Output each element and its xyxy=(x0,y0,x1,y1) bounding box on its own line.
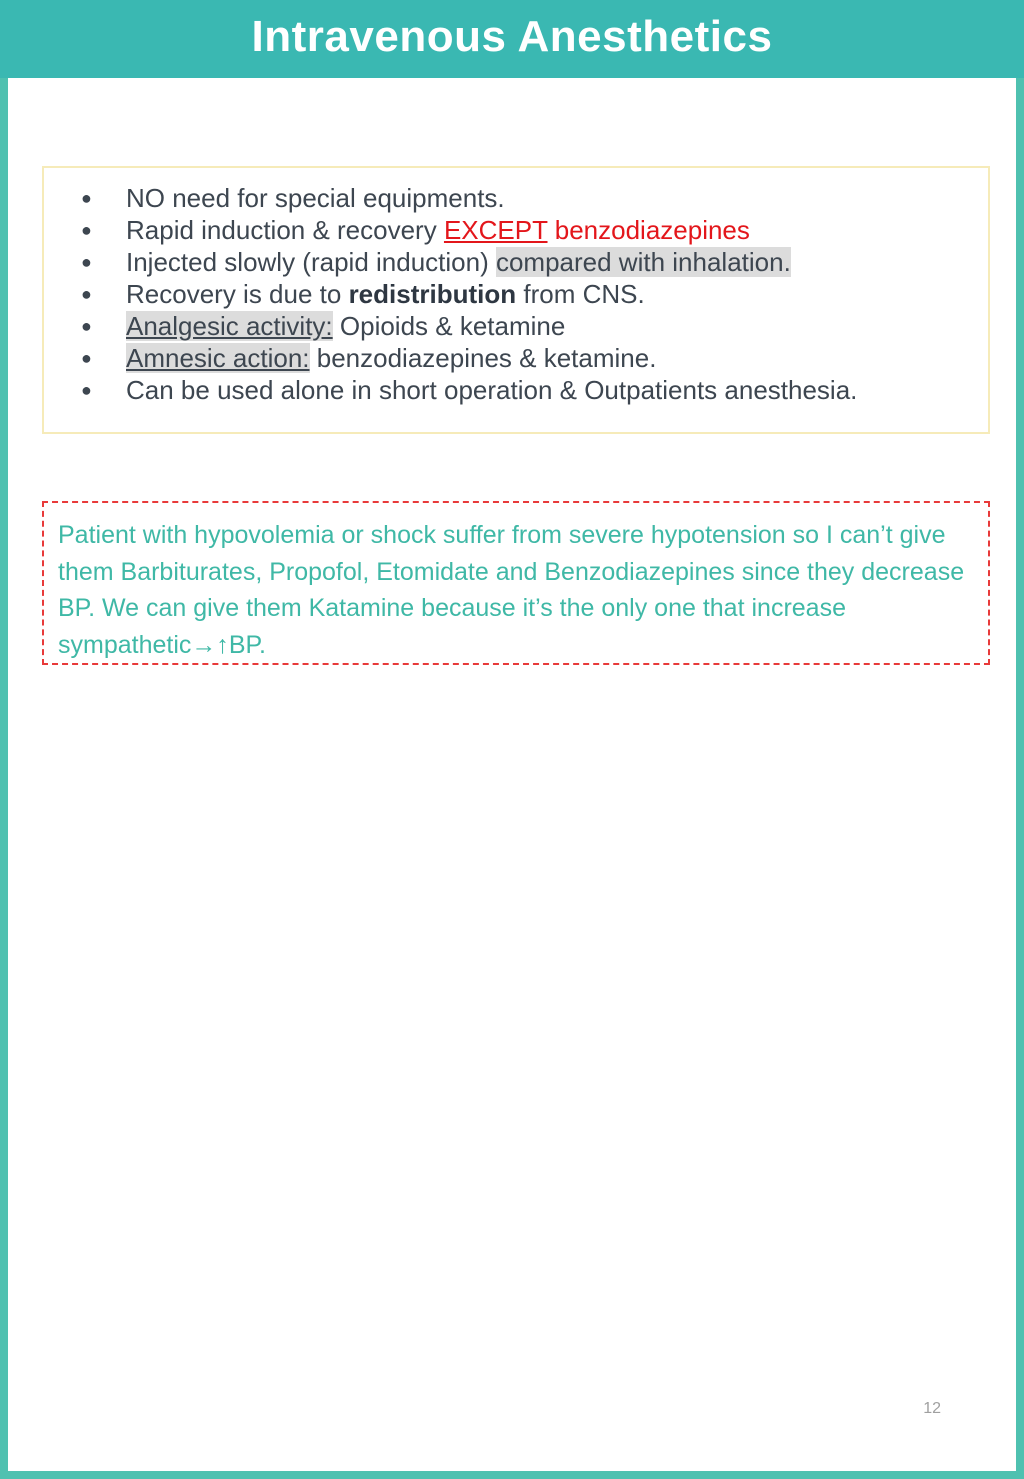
header-band xyxy=(0,0,1024,78)
page-number: 12 xyxy=(923,1400,941,1417)
page-title: Intravenous Anesthetics xyxy=(251,12,773,61)
clinical-note-box xyxy=(42,501,990,665)
key-points-list xyxy=(44,182,988,406)
key-points-box xyxy=(42,166,990,434)
list-item xyxy=(44,342,988,374)
item-label: Amnesic action: xyxy=(126,343,310,373)
item-text: NO need for special equipments. xyxy=(126,183,505,213)
item-text: Recovery is due to xyxy=(126,279,349,309)
bullet-icon: ● xyxy=(81,188,92,208)
list-item xyxy=(44,374,988,406)
bullet-icon: ● xyxy=(81,284,92,304)
list-item xyxy=(44,182,988,214)
except-label: EXCEPT xyxy=(443,215,548,245)
item-text: Opioids & ketamine xyxy=(332,311,566,341)
bullet-icon: ● xyxy=(81,220,92,240)
bullet-icon: ● xyxy=(81,380,92,400)
item-text: benzodiazepines & ketamine. xyxy=(309,343,657,373)
clinical-note-text: Patient with hypovolemia or shock suffer from severe hypotension so I can’t give them Barbiturates, Propofol, Etomidate and Benzodiazepines since they decrease BP. We can give them Katamine because it’s the only one that increase sympathetic→↑BP. xyxy=(58,521,965,659)
list-item xyxy=(44,310,988,342)
item-text: Can be used alone in short operation & Outpatients anesthesia. xyxy=(126,375,858,405)
list-item xyxy=(44,246,988,278)
list-item xyxy=(44,214,988,246)
item-text-tail: from CNS. xyxy=(516,279,645,309)
highlighted-text: compared with inhalation. xyxy=(495,247,791,277)
list-item xyxy=(44,278,988,310)
bullet-icon: ● xyxy=(81,348,92,368)
bold-term: redistribution xyxy=(348,279,517,309)
bullet-icon: ● xyxy=(81,252,92,272)
item-label: Analgesic activity: xyxy=(126,311,333,341)
item-text: Rapid induction & recovery xyxy=(126,215,444,245)
exception-text: benzodiazepines xyxy=(547,215,750,245)
bullet-icon: ● xyxy=(81,316,92,336)
item-text: Injected slowly (rapid induction) xyxy=(126,247,496,277)
